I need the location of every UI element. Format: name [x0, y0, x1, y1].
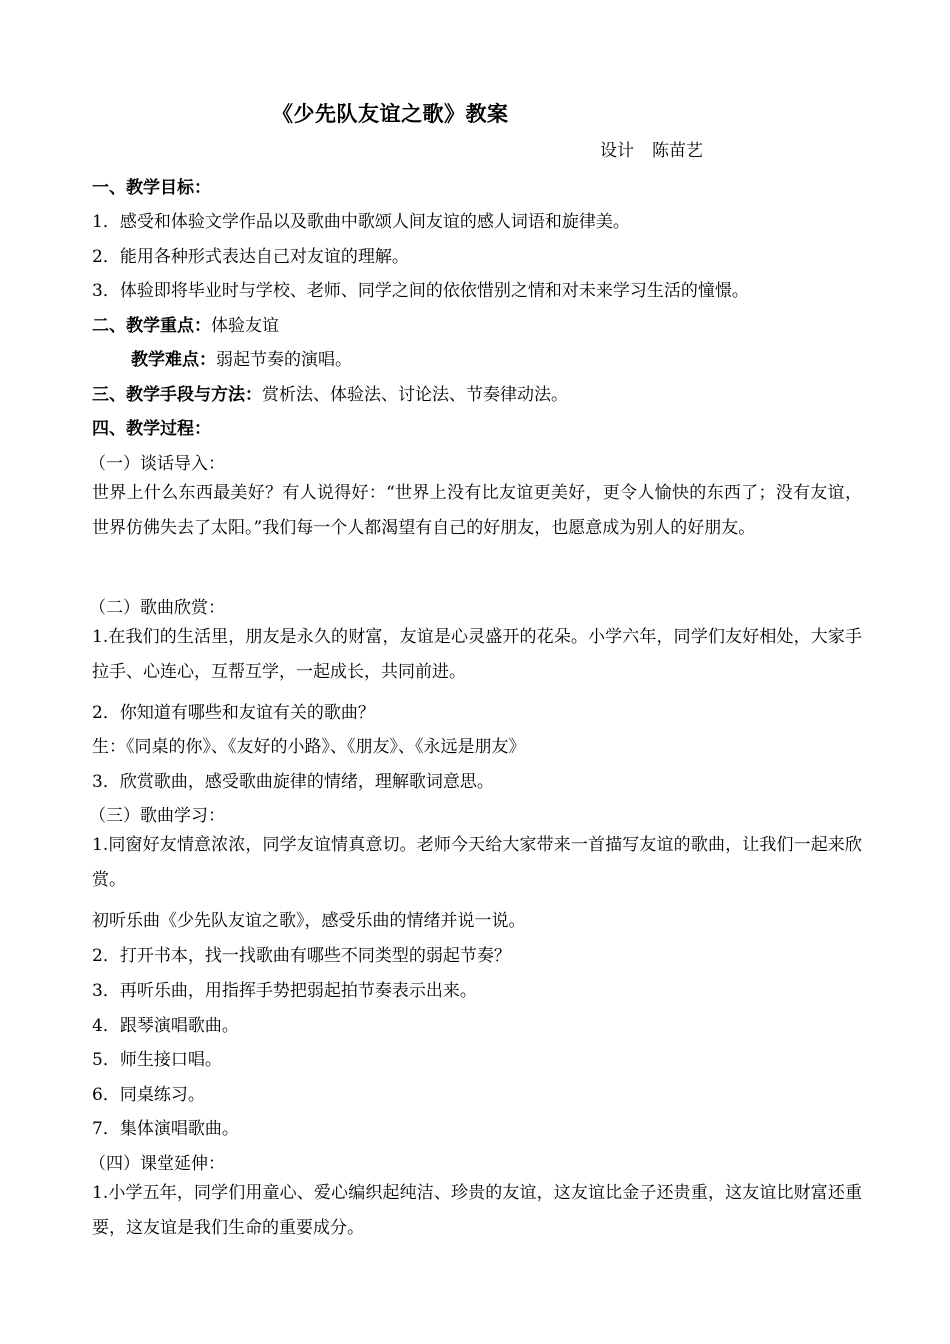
methods-line — [92, 380, 568, 405]
difficulty-line — [131, 345, 352, 370]
methods-heading: 三、教学手段与方法： — [92, 385, 262, 405]
part2-heading: （二）歌曲欣赏： — [89, 598, 225, 618]
part1-heading: （一）谈话导入： — [89, 454, 225, 474]
section-heading-process: 四、教学过程： — [92, 419, 211, 439]
part3-step-7: 7．集体演唱歌曲。 — [92, 1119, 239, 1139]
key-point-line — [92, 311, 279, 336]
difficulty-text: 弱起节奏的演唱。 — [216, 350, 352, 370]
part2-paragraph-4: 3．欣赏歌曲，感受歌曲旋律的情绪，理解歌词意思。 — [92, 772, 494, 792]
author-label: 设计 — [600, 141, 634, 161]
part3-step-4: 4．跟琴演唱歌曲。 — [92, 1016, 239, 1036]
part3-paragraph-2: 初听乐曲《少先队友谊之歌》，感受乐曲的情绪并说一说。 — [92, 911, 526, 931]
part2-paragraph-2: 2．你知道有哪些和友谊有关的歌曲？ — [92, 703, 375, 723]
part3-step-2: 2．打开书本，找一找歌曲有哪些不同类型的弱起节奏？ — [92, 946, 511, 966]
part3-step-6: 6．同桌练习。 — [92, 1085, 205, 1105]
key-point-heading: 二、教学重点： — [92, 316, 211, 336]
goal-item-3: 3．体验即将毕业时与学校、老师、同学之间的依依惜别之情和对未来学习生活的憧憬。 — [92, 281, 749, 301]
part3-step-3: 3．再听乐曲，用指挥手势把弱起拍节奏表示出来。 — [92, 981, 477, 1001]
part4-heading: （四）课堂延伸： — [89, 1154, 225, 1174]
part3-paragraph-1: 1.同窗好友情意浓浓，同学友谊情真意切。老师今天给大家带来一首描写友谊的歌曲，让我们一起来欣赏。 — [92, 835, 862, 890]
section-heading-goals: 一、教学目标： — [92, 178, 211, 198]
methods-text: 赏析法、体验法、讨论法、节奏律动法。 — [262, 385, 568, 405]
part2-paragraph-1: 1.在我们的生活里，朋友是永久的财富，友谊是心灵盛开的花朵。小学六年，同学们友好相处，大家手拉手、心连心，互帮互学，一起成长，共同前进。 — [92, 627, 862, 682]
key-point-text: 体验友谊 — [211, 316, 279, 336]
goal-item-1: 1．感受和体验文学作品以及歌曲中歌颂人间友谊的感人词语和旋律美。 — [92, 212, 630, 232]
part3-step-5: 5．师生接口唱。 — [92, 1050, 222, 1070]
difficulty-heading: 教学难点： — [131, 350, 216, 370]
part1-paragraph: 世界上什么东西最美好？有人说得好：“世界上没有比友谊更美好，更令人愉快的东西了；没有友谊，世界仿佛失去了太阳。”我们每一个人都渴望有自己的好朋友，也愿意成为别人的好朋友。 — [92, 483, 862, 538]
document-title: 《少先队友谊之歌》教案 — [272, 101, 509, 126]
part3-heading: （三）歌曲学习： — [89, 806, 225, 826]
author-line — [600, 136, 721, 161]
part4-paragraph-1: 1.小学五年，同学们用童心、爱心编织起纯洁、珍贵的友谊，这友谊比金子还贵重，这友谊比财富还重要，这友谊是我们生命的重要成分。 — [92, 1183, 862, 1238]
goal-item-2: 2．能用各种形式表达自己对友谊的理解。 — [92, 247, 409, 267]
part2-paragraph-3: 生：《同桌的你》、《友好的小路》、《朋友》、《永远是朋友》 — [92, 737, 526, 757]
author-name: 陈苗艺 — [652, 141, 703, 161]
